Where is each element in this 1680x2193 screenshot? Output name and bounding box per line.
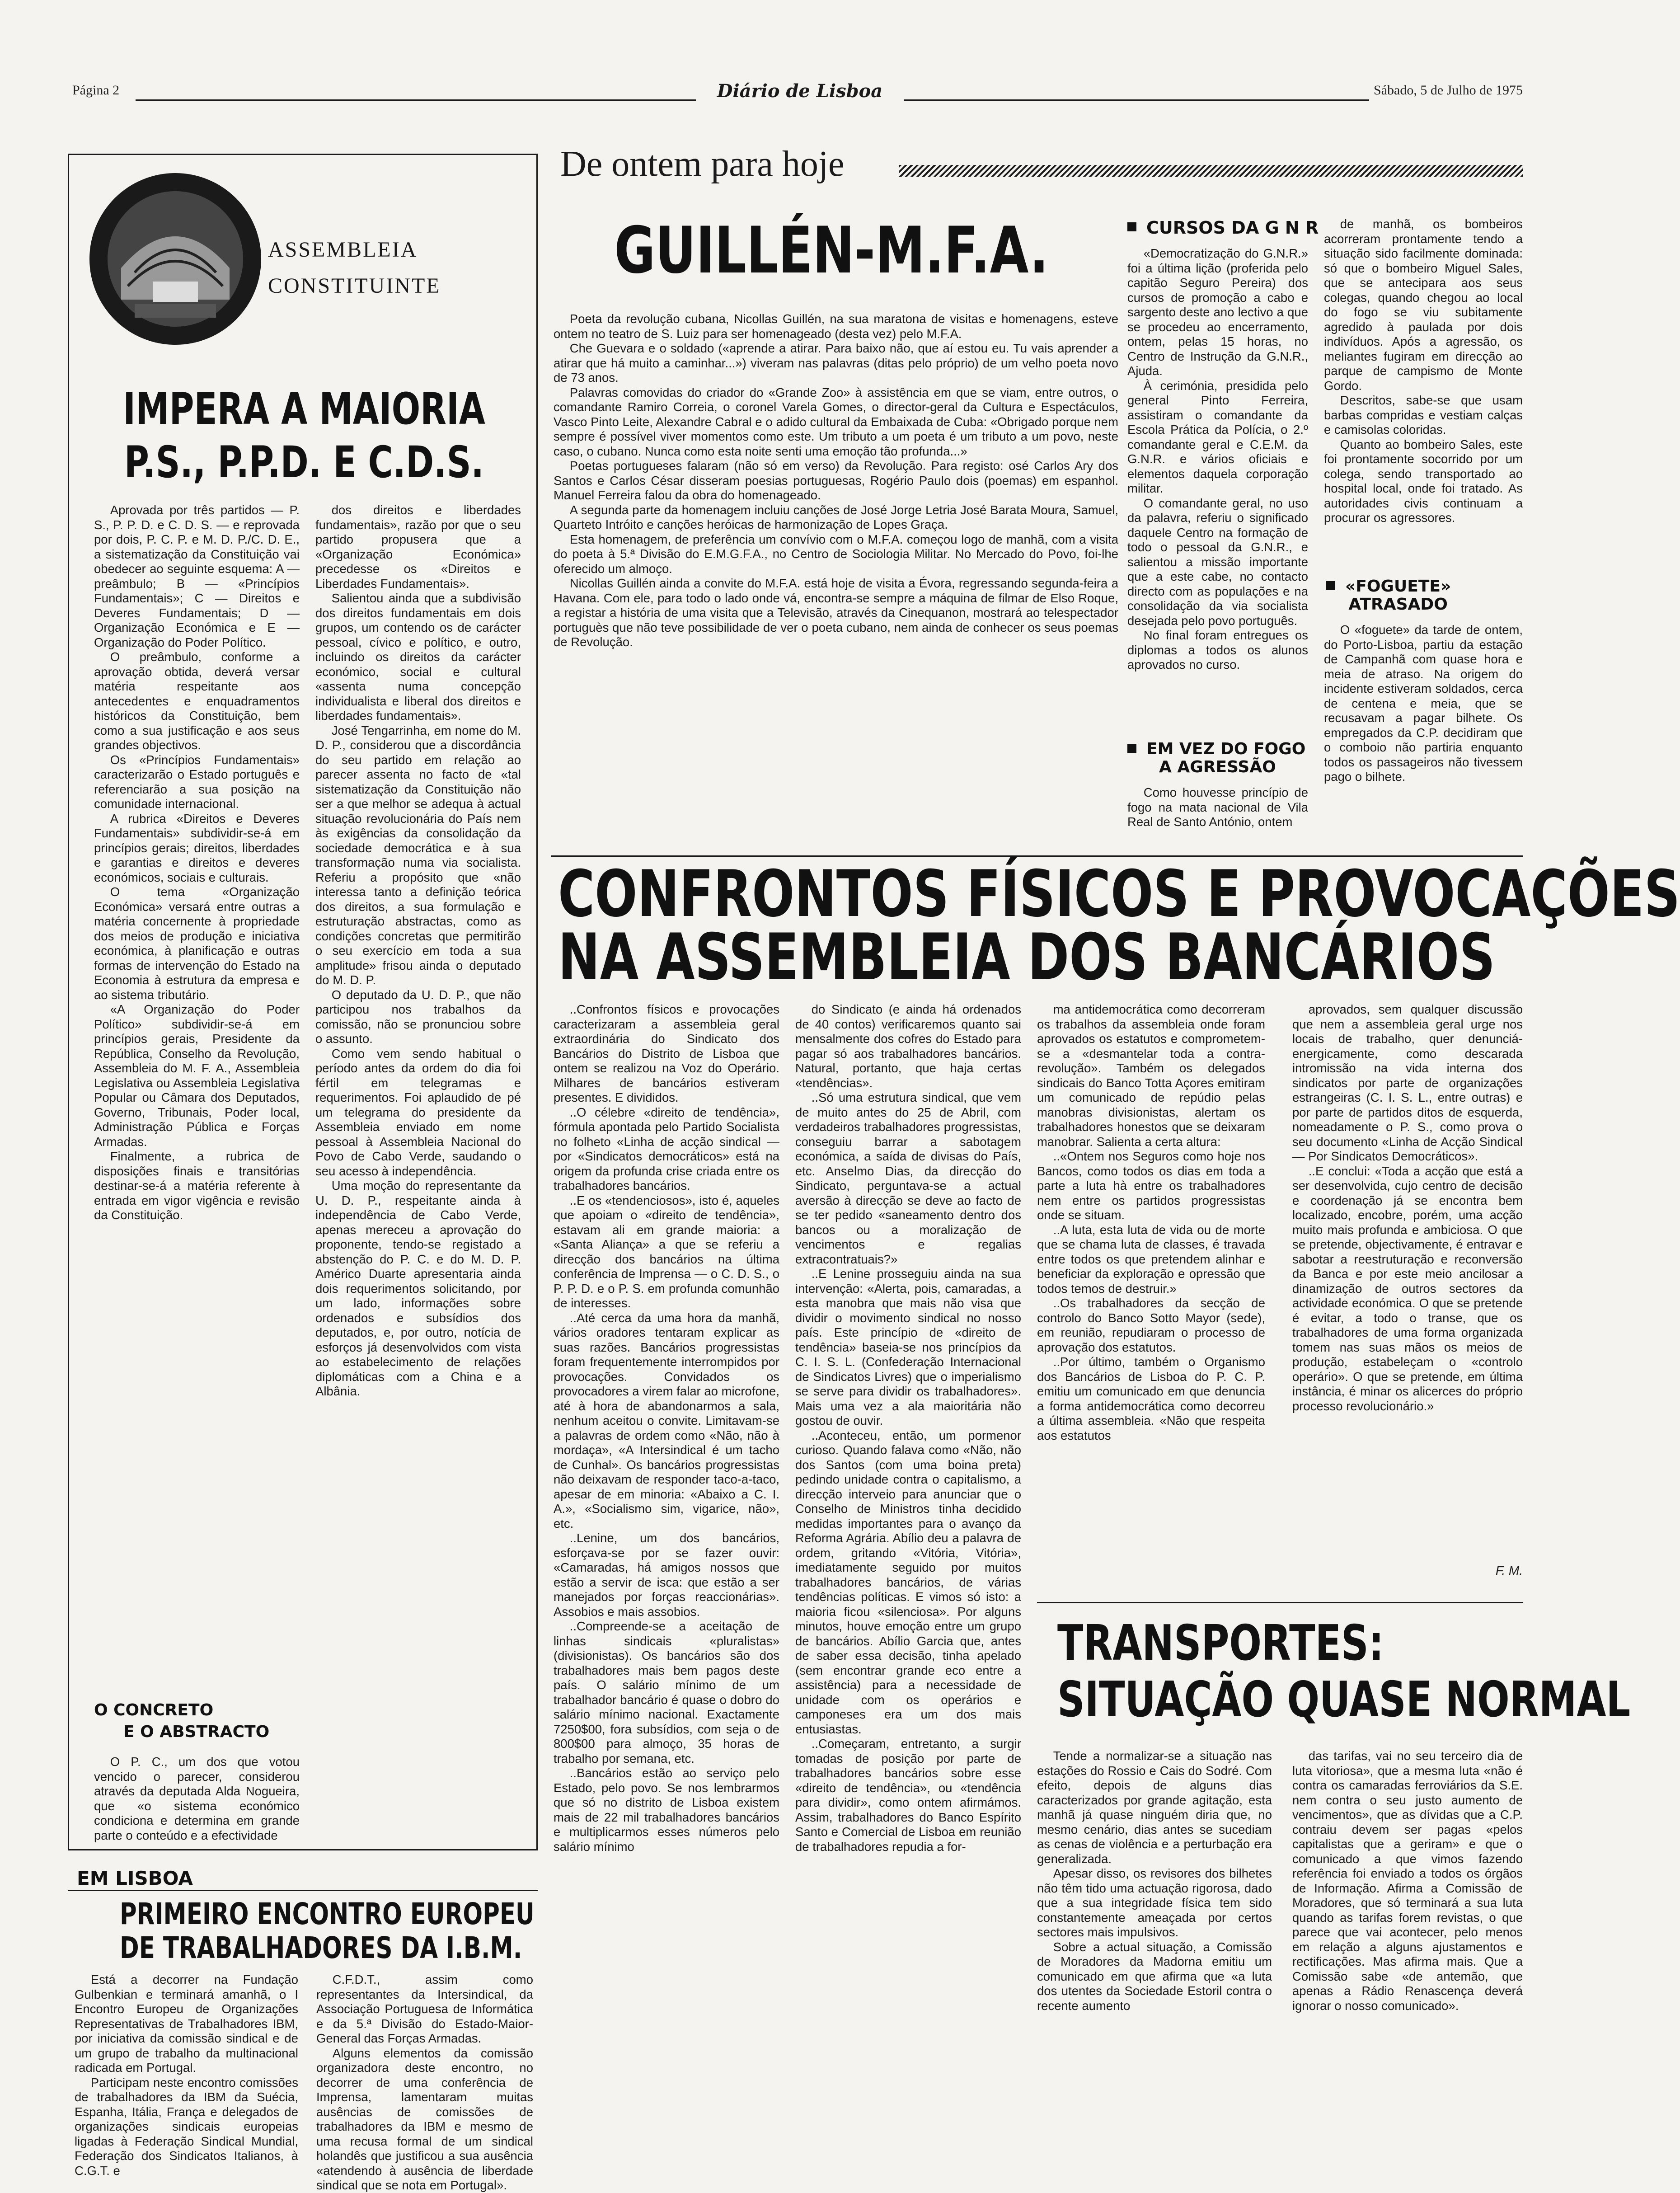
paragraph: ..Por último, também o Organismo dos Bancários de Lisboa do P. C. P. emitiu um comunicado em que denuncia a forma antidemocrática como decorreu a última assembleia. «Não que respeita aos estatutos bbox=[1037, 1355, 1265, 1442]
fogo-heading: EM VEZ DO FOGO A AGRESSÃO bbox=[1127, 740, 1305, 776]
paragraph: ..Compreende-se a aceitação de linhas sindicais «pluralistas» (divisionistas). Os bancários são dos trabalhadores mais bem pagos deste país. O salário mínimo de um trabalhador bancário é quase o dobro do salário mínimo nacional. Exactamente 7250$00, fora subsídios, com seja o de 800$00 para almoço, 35 horas de trabalho por semana, etc. bbox=[554, 1619, 779, 1766]
transportes-top-rule bbox=[1037, 1602, 1523, 1603]
bombeiros-story bbox=[1324, 217, 1523, 565]
paragraph: ma antidemocrática como decorreram os trabalhos da assembleia onde foram aprovados os estatutos e comprometem-se a «desmantelar toda a contra-revolução». Também os delegados sindicais do Banco Totta Açores emitiram um comunicado de repúdio pelas manobras divisionistas, alertam os trabalhadores honestos que se deixaram manobrar. Salienta a certa altura: bbox=[1037, 1002, 1265, 1149]
paragraph: «A Organização do Poder Político» subdividir-se-á em princípios gerais, Presidente da República, Conselho da Revolução, Assembleia do M. F. A., Assembleia Legislativa ou Assembleia Legislativa Popular ou Câmara dos Deputados, Governo, Tribunais, Poder local, Administração Pública e Forças Armadas. bbox=[94, 1002, 300, 1149]
transportes-headline-1: TRANSPORTES: bbox=[1057, 1615, 1384, 1672]
ibm-col2 bbox=[316, 1972, 533, 2192]
ibm-kicker: EM LISBOA bbox=[77, 1867, 193, 1889]
header-rule-left bbox=[136, 99, 696, 101]
paragraph: ..A luta, esta luta de vida ou de morte que se chama luta de classes, é travada entre todos os que pretendem alinhar e beneficiar da exploração e opressão que todos temos de destruir.» bbox=[1037, 1222, 1265, 1296]
paragraph: Sobre a actual situação, a Comissão de Moradores da Madorna emitiu um comunicado em que afirma que «a luta dos utentes da Sociedade Estoril contra o recente aumento bbox=[1037, 1939, 1272, 2013]
paragraph: À cerimónia, presidida pelo general Pinto Ferreira, assistiram o comandante da Escola Prática da Polícia, o 2.º comandante geral e C.E.M. da G.N.R. e vários oficiais e elementos daquela corporação militar. bbox=[1127, 378, 1308, 495]
paragraph: ..E conclui: «Toda a acção que está a ser desenvolvida, cujo centro de decisão e coordenação já se encontra bem localizado, encobre, porém, uma acção muito mais profunda e ambiciosa. O que se pretende, objectivamente, é entravar e sabotar a reestruturação e reconversão da Banca e por este meio ancilosar a dinamização de outros sectores da actividade económica. O que se pretende é evitar, a todo o transe, que os trabalhadores de uma forma organizada tomem nas suas mãos os meios de produção, estabeleçam o «controlo operário». O que se pretende, em última instância, é minar os alicerces do próprio processo revolucionário.» bbox=[1292, 1164, 1523, 1413]
transportes-col1 bbox=[1037, 1749, 1272, 2122]
assembleia-headline-1: IMPERA A MAIORIA bbox=[123, 384, 485, 434]
paragraph: ..Os trabalhadores da secção de controlo do Banco Sotto Mayor (sede), em reunião, repudiaram o processo de aprovação dos estatutos. bbox=[1037, 1296, 1265, 1354]
bancarios-headline-1: CONFRONTOS FÍSICOS E PROVOCAÇÕES bbox=[558, 857, 1680, 931]
paragraph: Palavras comovidas do criador do «Grande Zoo» à assistência em que se viam, entre outros, o comandante Ramiro Correia, o coronel Varela Gomes, o director-geral da Cultura e Espectáculos, Vasco Pinto Leite, Alexandre Cabral e o adido cultural da Embaixada de Cuba: «Obrigado porque nem sempre é possível viver momentos como este. Um tributo a um poeta é um tributo a um povo, neste caso, o cubano. Nunca como esta noite senti uma emoção tão profunda...» bbox=[554, 385, 1118, 458]
cursos-story bbox=[1127, 246, 1308, 728]
section-title: De ontem para hoje bbox=[560, 144, 845, 184]
paragraph: C.F.D.T., assim como representantes da Intersindical, da Associação Portuguesa de Informática e da 5.ª Divisão do Estado-Maior-General das Forças Armadas. bbox=[316, 1972, 533, 2045]
bullet-icon bbox=[1127, 222, 1136, 231]
assembleia-box bbox=[68, 154, 538, 1850]
paragraph: ..E os «tendenciosos», isto é, aqueles que apoiam o «direito de tendência», estavam ali em grande maioria: a «Santa Aliança» a que se referiu a direcção dos bancários na última conferência de Imprensa — o C. D. S., o P. P. D. e o P. S. em profunda comunhão de interesses. bbox=[554, 1193, 779, 1310]
paragraph: Aprovada por três partidos — P. S., P. P. D. e C. D. S. — e reprovada por dois, P. C. P. e M. D. P./C. D. E., a sistematização da Constituição vai obedecer ao seguinte esquema: A — preâmbulo; B — «Princípios Fundamentais»; C — Direitos e Deveres Fundamentais; D — Organização Económica e E — Organização do Poder Político. bbox=[94, 503, 300, 649]
paragraph: Alguns elementos da comissão organizadora deste encontro, no decorrer de uma conferência de Imprensa, lamentaram muitas ausências de comissões de trabalhadores da IBM e mesmo de uma recusa formal de um sindical holandês que justificou a sua ausência «atendendo à ausência de liberdade sindical que se nota em Portugal». bbox=[316, 2046, 533, 2192]
concreto-heading-2: E O ABSTRACTO bbox=[123, 1723, 270, 1741]
guillen-headline: GUILLÉN-M.F.A. bbox=[614, 213, 1049, 288]
paragraph: ..Só uma estrutura sindical, que vem de muito antes do 25 de Abril, com verdadeiros trabalhadores progressistas, conseguiu barrar a sabotagem económica, a saída de divisas do País, etc. Anselmo Dias, da direcção do Sindicato, perguntava-se a actual aversão à direcção se deve ao facto de se ter pedido «saneamento dentro dos bancos ou a moralização de vencimentos e regalias extracontratuais?» bbox=[795, 1090, 1021, 1266]
paragraph: ..O célebre «direito de tendência», fórmula apontada pelo Partido Socialista no folheto «Linha de acção sindical — por «Sindicatos democráticos» está na origem da profunda crise criada entre os trabalhadores bancários. bbox=[554, 1105, 779, 1193]
logo-title-2: CONSTITUINTE bbox=[268, 274, 441, 298]
paragraph: Poeta da revolução cubana, Nicollas Guillén, na sua maratona de visitas e homenagens, esteve ontem no teatro de S. Luiz para ser homenageado (desta vez) pelo M.F.A. bbox=[554, 312, 1118, 341]
paragraph: Nicollas Guillén ainda a convite do M.F.A. está hoje de visita a Évora, regressando segunda-feira a Havana. Com ele, para todo o lado onde vá, encontra-se sempre a máquina de filmar de Elso Roque, a registar a história de uma visita que a Televisão, através da Cinequanon, mostrará ao telespectador portuguès que não teve possibilidade de ver o poeta cubano, nem ainda de conhecer os seus poemas de Revolução. bbox=[554, 576, 1118, 649]
page-number: Página 2 bbox=[72, 83, 120, 98]
ibm-kicker-rule bbox=[68, 1890, 538, 1891]
guillen-story bbox=[554, 312, 1118, 841]
bancarios-col1 bbox=[554, 1002, 779, 2123]
paragraph: ..E Lenine prosseguiu ainda na sua intervenção: «Alerta, pois, camaradas, a esta manobra que mais não visa que dividir o movimento sindical no nosso país. Este princípio de «direito de tendência» baseia-se nos princípios da C. I. S. L. (Confederação Internacional de Sindicatos Livres) que o imperialismo se serve para dividir os trabalhadores». Mais uma vez a ala maioritária não gostou de ouvir. bbox=[795, 1267, 1021, 1428]
bancarios-col4 bbox=[1292, 1002, 1523, 1563]
paragraph: Os «Princípios Fundamentais» caracterizarão o Estado português e referenciarão a sua posição na comunidade internacional. bbox=[94, 752, 300, 811]
assembleia-headline-2: P.S., P.P.D. E C.D.S. bbox=[124, 437, 484, 488]
paragraph: do Sindicato (e ainda há ordenados de 40 contos) verificaremos quanto sai mensalmente dos cofres do Estado para pagar só aos trabalhadores bancários. Natural, portanto, que haja certas «tendências». bbox=[795, 1002, 1021, 1090]
issue-date: Sábado, 5 de Julho de 1975 bbox=[1374, 83, 1523, 98]
paragraph: O «foguete» da tarde de ontem, do Porto-Lisboa, partiu da estação de Campanhã com quase hora e meia de atraso. Na origem do incidente estiveram soldados, cerca de centena e meia, que se recusavam a pagar bilhete. Os empregados da C.P. decidiram que o comboio não partiria enquanto todos os passageiros não tivessem pago o bilhete. bbox=[1324, 623, 1523, 784]
paragraph: Salientou ainda que a subdivisão dos direitos fundamentais em dois grupos, um contendo os de carácter pessoal, cívico e político, e outro, incluindo os direitos da carácter económico, social e cultural «assenta numa concepção individualista e liberal dos direitos e liberdades fundamentais». bbox=[315, 591, 521, 723]
foguete-story bbox=[1324, 623, 1523, 849]
paragraph: Descritos, sabe-se que usam barbas compridas e vestiam calças e camisolas coloridas. bbox=[1324, 393, 1523, 437]
paragraph: ..Lenine, um dos bancários, esforçava-se por se fazer ouvir: «Camaradas, há amigos nossos que estão a servir de isca: que estão a ser manejados por forças reaccionárias». Assobios e mais assobios. bbox=[554, 1531, 779, 1619]
paragraph: das tarifas, vai no seu terceiro dia de luta vitoriosa», que a mesma luta «não é contra os camaradas ferroviários da S.E. nem contra o seu justo aumento de vencimentos», que as dívidas que a C.P. contraiu devem ser pagas «pelos capitalistas que a geriram» e que o comunicado a que vimos fazendo referência foi enviado a todos os órgãos de Informação. Afirma a Comissão de Moradores, que só terminará a sua luta quando as tarifas forem revistas, o que parece que vai acontecer, pelo menos em relação a alguns ajustamentos e rectificações. Mas afirma mais. Que a Comissão sabe «de antemão, que apenas a Rádio Renascença deverá ignorar o nosso comunicado». bbox=[1292, 1749, 1523, 2013]
paragraph: No final foram entregues os diplomas a todos os alunos aprovados no curso. bbox=[1127, 628, 1308, 672]
assembleia-col2 bbox=[315, 503, 521, 1841]
paragraph: ..Aconteceu, então, um pormenor curioso. Quando falava como «Não, não dos Santos (com uma boina preta) pedindo unidade contra o capitalismo, a direcção interveio para anunciar que o Conselho de Ministros tinha decidido medidas importantes para o avanço da Reforma Agrária. Abílio deu a palavra de ordem, gritando «Vitória, Vitória», imediatamente seguido por muitos trabalhadores bancários, de várias tendências políticas. E vimos só isto: a maioria ficou «silenciosa». Por alguns minutos, houve emoção entre um grupo de bancários. Abílio Garcia que, antes de saber essa decisão, tinha apelado (sem encontrar grande eco entre a assistência) para a necessidade de unidade com os operários e camponeses era um dos mais entusiastas. bbox=[795, 1428, 1021, 1736]
paragraph: ..Começaram, entretanto, a surgir tomadas de posição por parte de trabalhadores bancários sobre esse «direito de tendência», ou «tendência para dividir», como ontem afirmámos. Assim, trabalhadores do Banco Espírito Santo e Comercial de Lisboa em reunião de trabalhadores repudia a for- bbox=[795, 1737, 1021, 1854]
paragraph: O deputado da U. D. P., que não participou nos trabalhos da comissão, não se pronunciou sobre o assunto. bbox=[315, 987, 521, 1046]
paragraph: ..Bancários estão ao serviço pelo Estado, pelo povo. Se nos lembrarmos que só no distrito de Lisboa existem mais de 22 mil trabalhadores bancários e multiplicarmos esses números pelo salário mínimo bbox=[554, 1766, 779, 1854]
bancarios-col3 bbox=[1037, 1002, 1265, 1590]
concreto-text: O P. C., um dos que votou vencido o parecer, considerou através da deputada Alda Nogueira, que «o sistema económico condiciona e determina em grande parte o conteúdo e a efectividade bbox=[94, 1755, 300, 1842]
paragraph: Uma moção do representante da U. D. P., respeitante ainda à independência de Cabo Verde, apenas mereceu a aprovação do proponente, tendo-se registado a abstenção do P. C. e do M. D. P. Américo Duarte apresentaria ainda dois requerimentos solicitando, por um lado, informações sobre ordenados e subsídios dos deputados, e, por outro, notícia de esforços já desenvolvidos com vista ao estabelecimento de relações diplomáticas com a China e a Albânia. bbox=[315, 1179, 521, 1398]
fogo-text: Como houvesse princípio de fogo na mata nacional de Vila Real de Santo António, ontem bbox=[1127, 785, 1308, 829]
transportes-headline-2: SITUAÇÃO QUASE NORMAL bbox=[1057, 1672, 1631, 1728]
paragraph: de manhã, os bombeiros acorreram prontamente tendo a situação sido facilmente dominada: só que o bombeiro Miguel Sales, que se antecipara aos seus colegas, quando chegou ao local do fogo se viu subitamente agredido à paulada por dois indivíduos. Após a agressão, os meliantes fugiram em direcção ao parque de campismo de Monte Gordo. bbox=[1324, 217, 1523, 393]
paragraph: Che Guevara e o soldado («aprende a atirar. Para baixo não, que aí estou eu. Tu vais aprender a atirar que há muito a caminhar...») viveram nas palavras (ditas pelo próprio) de um velho poeta novo de 73 anos. bbox=[554, 341, 1118, 385]
bullet-icon bbox=[1326, 581, 1335, 590]
ibm-headline-2: DE TRABALHADORES DA I.B.M. bbox=[120, 1930, 522, 1965]
paragraph: O preâmbulo, conforme a aprovação obtida, deverá versar matéria respeitante aos antecedentes e enquadramentos históricos da Constituição, bem como a sua justificação e aos seus grandes objectivos. bbox=[94, 650, 300, 752]
paragraph: O comandante geral, no uso da palavra, referiu o significado daquele Centro na formação de todo o pessoal da G.N.R., e salientou a missão importante que a este cabe, no contacto directo com as populações e na consolidação da via socialista desejada pelo povo português. bbox=[1127, 496, 1308, 628]
paragraph: Quanto ao bombeiro Sales, este foi prontamente socorrido por um colega, sendo transportado ao hospital local, onde foi tratado. As autoridades civis continuam a procurar os agressores. bbox=[1324, 437, 1523, 525]
foguete-heading: «FOGUETE» ATRASADO bbox=[1326, 578, 1451, 614]
paragraph: Finalmente, a rubrica de disposições finais e transitórias destinar-se-á a matéria referente à entrada em vigor vigência e revisão da Constituição. bbox=[94, 1149, 300, 1222]
masthead-title: Diário de Lisboa bbox=[717, 80, 883, 102]
transportes-col2 bbox=[1292, 1749, 1523, 2122]
logo-title-1: ASSEMBLEIA bbox=[268, 238, 418, 262]
paragraph: Está a decorrer na Fundação Gulbenkian e terminará amanhã, o I Encontro Europeu de Organizações Representativas de Trabalhadores IBM, por iniciativa da comissão sindical e de um grupo de trabalho da multinacional radicada em Portugal. bbox=[75, 1972, 298, 2075]
concreto-heading-1: O CONCRETO bbox=[94, 1701, 214, 1719]
bullet-icon bbox=[1127, 744, 1136, 753]
paragraph: José Tengarrinha, em nome do M. D. P., considerou que a discordância do seu partido em relação ao parecer assenta no facto de «tal sistematização da Constituição não ser a que melhor se adequa à actual situação revolucionária do País nem às exigências da consolidação da sociedade democrática e à sua transformação numa via socialista. Referiu a propósito que «não interessa tanto a definição teórica dos direitos, a sua formulação e estruturação abstractas, como as condições concretas que permitirão o seu exercício em toda a sua amplitude» frisou ainda o deputado do M. D. P. bbox=[315, 723, 521, 987]
paragraph: ..Até cerca da uma hora da manhã, vários oradores tentaram explicar as suas razões. Bancários progressistas foram frequentemente interrompidos por provocações. Convidados os provocadores a virem falar ao microfone, até à hora de abandonarmos a sala, nenhum aceitou o convite. Limitavam-se a palavras de ordem como «Não, não à mordaça», «A Intersindical é um tacho de Cunhal». Os bancários progressistas não deixavam de responder taco-a-taco, apesar de em minoria: «Abaixo a C. I. A.», «Socialismo sim, vigarice, não», etc. bbox=[554, 1310, 779, 1531]
bancarios-signature: F. M. bbox=[1495, 1564, 1523, 1578]
bancarios-col2 bbox=[795, 1002, 1021, 2123]
paragraph: A rubrica «Direitos e Deveres Fundamentais» subdividir-se-á em princípios gerais; direitos, liberdades e garantias e direitos e deveres económicos, sociais e culturais. bbox=[94, 811, 300, 884]
paragraph: A segunda parte da homenagem incluiu canções de José Jorge Letria José Barata Moura, Samuel, Quarteto Intróito e canções heróicas de harmonização de Lopes Graça. bbox=[554, 502, 1118, 531]
assembleia-col1 bbox=[94, 503, 300, 1700]
section-title-hatch bbox=[899, 165, 1523, 177]
paragraph: Poetas portugueses falaram (não só em verso) da Revolução. Para registo: osé Carlos Ary dos Santos e Carlos César disseram poesias portuguesas, Rogério Paulo dois (poemas) em espanhol. Manuel Ferreira falou da obra do homenageado. bbox=[554, 459, 1118, 502]
cursos-heading: CURSOS DA G N R bbox=[1127, 219, 1319, 237]
ibm-headline-1: PRIMEIRO ENCONTRO EUROPEU bbox=[120, 1897, 535, 1931]
ibm-col1 bbox=[75, 1972, 298, 2178]
bancarios-headline-2: NA ASSEMBLEIA DOS BANCÁRIOS bbox=[558, 920, 1495, 995]
paragraph: dos direitos e liberdades fundamentais», razão por que o seu partido propusera que a «Organização Económica» precedesse os «Direitos e Liberdades Fundamentais». bbox=[315, 503, 521, 591]
paragraph: O tema «Organização Económica» versará entre outras a matéria concernente à propriedade dos meios de produção e iniciativa económica, à planificação e outras formas de intervenção do Estado na Economia à estrutura da empresa e ao sistema tributário. bbox=[94, 885, 300, 1002]
assembly-emblem-icon bbox=[85, 169, 266, 349]
paragraph: Participam neste encontro comissões de trabalhadores da IBM da Suécia, Espanha, Itália, França e delegados de organizações sindicais europeias ligadas à Federação Sindical Mundial, Federação dos Sindicatos Italianos, à C.G.T. e bbox=[75, 2075, 298, 2178]
paragraph: Tende a normalizar-se a situação nas estações do Rossio e Cais do Sodré. Com efeito, depois de alguns dias caracterizados por grande agitação, esta manhã já quase ninguém diria que, no mesmo cenário, dias antes se sucediam as cenas de violência e a perturbação era generalizada. bbox=[1037, 1749, 1272, 1866]
paragraph: aprovados, sem qualquer discussão que nem a assembleia geral urge nos locais de trabalho, quer denunciá- energicamente, como descarada intromissão na vida interna dos sindicatos por parte de organizações estrangeiras (C. I. S. L., entre outras) e por parte de partidos ditos de esquerda, nomeadamente o P. S., como prova o seu documento «Linha de Acção Sindical — Por Sindicatos Democráticos». bbox=[1292, 1002, 1523, 1163]
paragraph: «Democratização do G.N.R.» foi a última lição (proferida pelo capitão Seguro Pereira) dos cursos de promoção a cabo e sargento deste ano lectivo a que se procedeu ao encerramento, ontem, pelas 15 horas, no Centro de Instrução da G.N.R., Ajuda. bbox=[1127, 246, 1308, 378]
paragraph: ..«Ontem nos Seguros como hoje nos Bancos, como todos os dias em toda a parte a luta hà entre os trabalhadores nem entre os partidos progressistas onde se situam. bbox=[1037, 1149, 1265, 1222]
header-rule-right bbox=[904, 99, 1369, 101]
paragraph: Apesar disso, os revisores dos bilhetes não têm tido uma actuação rigorosa, dado que a sua integridade física tem sido constantemente ameaçada por certos sectores mais impulsivos. bbox=[1037, 1866, 1272, 1939]
paragraph: ..Confrontos físicos e provocações caracterizaram a assembleia geral extraordinária do Sindicato dos Bancários do Distrito de Lisboa que ontem se realizou na Voz do Operário. Milhares de bancários estiveram presentes. E divididos. bbox=[554, 1002, 779, 1104]
paragraph: Esta homenagem, de preferência um convívio com o M.F.A. começou logo de manhã, com a visita do poeta à 5.ª Divisão do E.M.G.F.A., no Centro de Sociologia Militar. No Mercado do Povo, foi-lhe oferecido um almoço. bbox=[554, 532, 1118, 576]
paragraph: Como vem sendo habitual o período antes da ordem do dia foi fértil em telegramas e requerimentos. Foi aplaudido de pé um telegrama do presidente da Assembleia enviado em nome pessoal à Assembleia Nacional do Povo de Cabo Verde, saudando o seu acesso à independência. bbox=[315, 1046, 521, 1178]
